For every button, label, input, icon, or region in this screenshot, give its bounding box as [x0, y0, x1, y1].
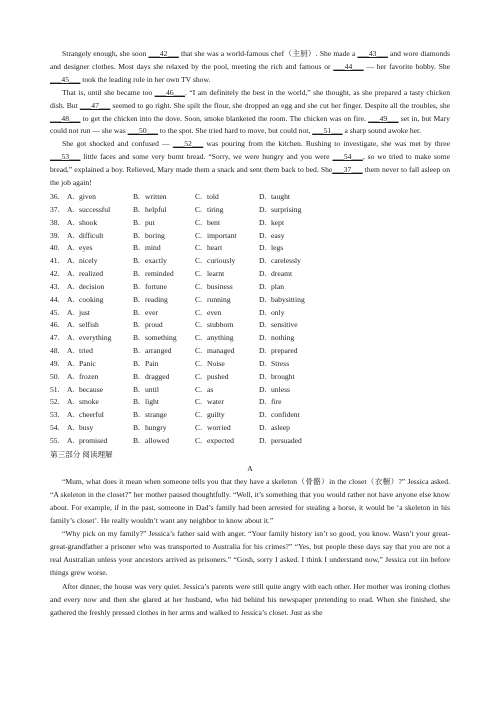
option-letter-c: C. — [195, 423, 202, 433]
cloze-blank: ___52___ — [172, 139, 204, 149]
option-letter-a: A. — [67, 281, 75, 291]
cloze-blank: ___37___ — [332, 165, 363, 175]
option-letter-a: A. — [67, 307, 75, 317]
option-letter-a: A. — [67, 410, 75, 420]
option-row — [50, 409, 450, 422]
cloze-text: That is, until she became too — [62, 87, 155, 97]
option-letter-d: D. — [259, 320, 267, 330]
passage-paragraph: After dinner, the house was very quiet. Jessica’s parents were still quite angry with each other. Her mother was ironing clothes and every now and then she glared at her husband, who hid behind his newspaper pretending to read. When she finished, she gathered the freshly pressed clothes in her arms and walked to Jessica’s closet. Just as she — [50, 582, 450, 617]
question-number: 42. — [50, 269, 60, 279]
question-number: 55. — [50, 436, 60, 445]
option-letter-b: B. — [133, 230, 140, 240]
option-b: Pain — [145, 358, 159, 368]
option-letter-c: C. — [195, 307, 202, 317]
option-letter-a: A. — [67, 230, 75, 240]
option-b: dragged — [145, 371, 170, 381]
question-number: 52. — [50, 397, 60, 407]
option-letter-a: A. — [67, 217, 75, 227]
option-c: running — [207, 294, 231, 304]
option-a: shook — [79, 217, 98, 227]
option-row — [50, 294, 450, 307]
cloze-blank: ___51___ — [312, 126, 343, 136]
cloze-text: to get the chicken into the dove. Soon, smoke blanketed the room. The chicken was on fire. — [80, 113, 369, 123]
cloze-text: . “I am definitely the best in the world,” she thought, as she prepared a tasty chicken dish. But — [50, 87, 450, 110]
option-row — [50, 319, 450, 332]
option-a: nicely — [79, 256, 98, 266]
option-row — [50, 268, 450, 281]
option-letter-c: C. — [195, 230, 202, 240]
option-letter-a: A. — [67, 371, 75, 381]
option-letter-d: D. — [259, 384, 267, 394]
cloze-text: to the spot. She tried hard to move, but could not, — [158, 126, 313, 136]
option-b: something — [145, 333, 177, 343]
question-number: 48. — [50, 346, 60, 356]
cloze-paragraph — [50, 48, 450, 87]
option-letter-d: D. — [259, 397, 267, 407]
cloze-text: them never to fall asleep on the job again! — [50, 165, 450, 188]
cloze-blank: ___47___ — [79, 100, 111, 110]
option-d: sensitive — [271, 320, 298, 330]
option-letter-d: D. — [259, 243, 267, 253]
option-b: put — [145, 217, 155, 227]
option-letter-c: C. — [195, 358, 202, 368]
option-letter-b: B. — [133, 269, 140, 279]
option-letter-c: C. — [195, 204, 202, 214]
question-number: 53. — [50, 410, 60, 420]
option-a: successful — [79, 204, 111, 214]
option-letter-a: A. — [67, 243, 75, 253]
cloze-paragraph — [50, 138, 450, 190]
option-c: heart — [207, 243, 223, 253]
option-letter-b: B. — [133, 371, 140, 381]
option-row — [50, 255, 450, 268]
option-letter-b: B. — [133, 333, 140, 343]
question-number: 49. — [50, 358, 60, 368]
option-row — [50, 422, 450, 435]
option-letter-a: A. — [67, 191, 75, 201]
option-b: light — [145, 397, 159, 407]
option-d: plan — [271, 281, 285, 291]
option-letter-b: B. — [133, 436, 140, 445]
option-b: boring — [145, 230, 165, 240]
option-a: frozen — [79, 371, 99, 381]
question-number: 54. — [50, 423, 60, 433]
option-b: allowed — [145, 436, 170, 445]
option-letter-c: C. — [195, 269, 202, 279]
option-letter-b: B. — [133, 281, 140, 291]
cloze-blank: ___53___ — [50, 152, 81, 162]
option-letter-a: A. — [67, 436, 75, 445]
option-a: realized — [79, 269, 104, 279]
option-letter-c: C. — [195, 333, 202, 343]
option-letter-d: D. — [259, 269, 267, 279]
option-letter-a: A. — [67, 320, 75, 330]
option-letter-b: B. — [133, 256, 140, 266]
option-d: asleep — [271, 423, 290, 433]
option-letter-a: A. — [67, 204, 75, 214]
option-letter-d: D. — [259, 230, 267, 240]
option-letter-a: A. — [67, 397, 75, 407]
option-letter-b: B. — [133, 397, 140, 407]
option-c: important — [207, 230, 237, 240]
option-d: taught — [271, 191, 290, 201]
option-d: nothing — [271, 333, 295, 343]
question-number: 37. — [50, 204, 60, 214]
cloze-blank: ___48___ — [50, 113, 81, 123]
option-a: cheerful — [79, 410, 104, 420]
option-letter-a: A. — [67, 256, 75, 266]
option-letter-a: A. — [67, 384, 75, 394]
option-letter-b: B. — [133, 294, 140, 304]
option-a: selfish — [79, 320, 99, 330]
option-letter-d: D. — [259, 333, 267, 343]
option-letter-c: C. — [195, 217, 202, 227]
option-letter-b: B. — [133, 358, 140, 368]
cloze-text: and wore diamonds and designer clothes. Most days she relaxed by the pool, meeting the rich and famous or — [50, 49, 450, 71]
option-c: water — [207, 397, 224, 407]
option-row — [50, 204, 450, 217]
option-row — [50, 396, 450, 409]
option-c: told — [207, 191, 219, 201]
question-number: 41. — [50, 256, 60, 266]
option-c: as — [207, 384, 214, 394]
question-number: 44. — [50, 294, 60, 304]
option-row — [50, 371, 450, 384]
option-a: difficult — [79, 230, 104, 240]
option-letter-d: D. — [259, 346, 267, 356]
option-letter-d: D. — [259, 204, 267, 214]
option-letter-a: A. — [67, 346, 75, 356]
option-letter-b: B. — [133, 320, 140, 330]
option-a: given — [79, 191, 96, 201]
cloze-passage — [50, 48, 450, 190]
cloze-text: was pouring from the kitchen. Rushing to investigate, she was met by three — [203, 139, 450, 149]
option-d: fire — [271, 397, 282, 407]
question-number: 51. — [50, 384, 60, 394]
option-c: business — [207, 281, 233, 291]
question-number: 46. — [50, 320, 60, 330]
option-letter-c: C. — [195, 320, 202, 330]
option-letter-b: B. — [133, 346, 140, 356]
option-letter-c: C. — [195, 384, 202, 394]
cloze-text: a sharp sound awoke her. — [342, 126, 422, 136]
option-letter-b: B. — [133, 204, 140, 214]
option-d: Stress — [271, 358, 290, 368]
option-letter-a: A. — [67, 294, 75, 304]
option-row — [50, 345, 450, 358]
option-c: even — [207, 307, 222, 317]
cloze-text: — her favorite hobby. She — [363, 61, 450, 71]
question-number: 47. — [50, 333, 60, 343]
option-b: until — [145, 384, 159, 394]
option-row — [50, 230, 450, 243]
cloze-blank: ___45___ — [50, 74, 81, 84]
option-c: expected — [207, 436, 234, 445]
option-b: fortune — [145, 281, 167, 291]
option-row — [50, 332, 450, 345]
option-letter-d: D. — [259, 436, 267, 445]
option-letter-c: C. — [195, 436, 202, 445]
option-letter-d: D. — [259, 358, 267, 368]
option-b: mind — [145, 243, 161, 253]
option-a: busy — [79, 423, 94, 433]
option-c: Noise — [207, 358, 225, 368]
option-a: Panic — [79, 358, 96, 368]
option-d: kept — [271, 217, 285, 227]
cloze-text: took the leading role in her own TV show. — [80, 74, 211, 84]
cloze-blank: ___46___ — [154, 87, 186, 97]
cloze-blank: ___50___ — [127, 126, 158, 136]
option-letter-b: B. — [133, 307, 140, 317]
option-letter-b: B. — [133, 410, 140, 420]
cloze-text: that she was a world-famous chef（主厨）. She made a — [178, 49, 358, 58]
option-letter-c: C. — [195, 281, 202, 291]
reading-passage — [50, 476, 450, 620]
option-d: babysitting — [271, 294, 305, 304]
question-number: 36. — [50, 191, 60, 201]
option-c: learnt — [207, 269, 225, 279]
cloze-blank: ___44___ — [333, 61, 364, 71]
option-letter-d: D. — [259, 371, 267, 381]
option-c: tiring — [207, 204, 224, 214]
option-letter-a: A. — [67, 333, 75, 343]
option-d: brought — [271, 371, 295, 381]
option-c: stubborn — [207, 320, 234, 330]
question-number: 45. — [50, 307, 60, 317]
option-letter-d: D. — [259, 423, 267, 433]
option-letter-d: D. — [259, 217, 267, 227]
option-a: because — [79, 384, 104, 394]
option-letter-b: B. — [133, 217, 140, 227]
option-a: everything — [79, 333, 112, 343]
option-a: just — [79, 307, 90, 317]
question-number: 43. — [50, 281, 60, 291]
option-letter-d: D. — [259, 410, 267, 420]
option-c: pushed — [207, 371, 229, 381]
passage-label: A — [247, 463, 253, 473]
question-number: 50. — [50, 371, 60, 381]
passage-paragraph: “Why pick on my family?” Jessica’s father said with anger. “Your family history isn’t so good, you know. Wasn’t your great-great-grandfather a prisoner who was transported to Australia for his crimes?” “Yes, but people these days say that you are not a real Australian unless your ancestors arrived as prisoners.” “Gosh, sorry I asked. I think I understand now,” Jessica cut iin before things grew worse. — [50, 529, 450, 578]
option-row — [50, 242, 450, 255]
option-d: unless — [271, 384, 290, 394]
option-letter-a: A. — [67, 423, 75, 433]
option-letter-a: A. — [67, 269, 75, 279]
passage-paragraph: “Mum, what does it mean when someone tells you that they have a skeleton（骨骼）in the closet（衣橱）?” Jessica asked. “A skeleton in the closet?” her mother paused thoughtfully. “Well, it’s something that you would rather not have anyone else know about. For example, if in the past, someone in Dad’s family had been arrested for stealing a horse, it would be ‘a skeleton in his family’s closet’. He really wouldn’t want any neighbor to know about it.” — [50, 476, 450, 525]
cloze-text: set in, but Mary could not run — she was — [50, 113, 450, 136]
section-heading: 第三部分 阅读理解 — [50, 449, 113, 459]
option-b: proud — [145, 320, 163, 330]
option-letter-d: D. — [259, 307, 267, 317]
option-row — [50, 281, 450, 294]
option-c: worried — [207, 423, 231, 433]
option-letter-b: B. — [133, 384, 140, 394]
option-d: confident — [271, 410, 300, 420]
option-b: ever — [145, 307, 159, 317]
cloze-text: little faces and some very burnt bread. “Sorry, we were hungry and you were — [80, 152, 333, 162]
option-d: dreamt — [271, 269, 293, 279]
option-d: only — [271, 307, 285, 317]
option-c: anything — [207, 333, 234, 343]
cloze-paragraph — [50, 87, 450, 139]
option-a: cooking — [79, 294, 104, 304]
option-b: strange — [145, 410, 167, 420]
option-d: prepared — [271, 346, 298, 356]
option-row — [50, 307, 450, 320]
option-row — [50, 435, 450, 448]
option-a: promised — [79, 436, 108, 445]
option-b: exactly — [145, 256, 167, 266]
question-number: 38. — [50, 217, 60, 227]
option-c: curiously — [207, 256, 236, 266]
option-c: bent — [207, 217, 221, 227]
question-number: 40. — [50, 243, 60, 253]
option-d: easy — [271, 230, 285, 240]
option-b: hungry — [145, 423, 167, 433]
option-letter-d: D. — [259, 191, 267, 201]
option-d: legs — [271, 243, 284, 253]
option-letter-d: D. — [259, 294, 267, 304]
option-d: carelessly — [271, 256, 301, 266]
option-row — [50, 217, 450, 230]
option-row — [50, 191, 450, 204]
option-a: eyes — [79, 243, 93, 253]
option-c: managed — [207, 346, 235, 356]
cloze-blank: ___54___ — [332, 152, 363, 162]
option-letter-c: C. — [195, 256, 202, 266]
option-letter-c: C. — [195, 371, 202, 381]
exam-page — [50, 48, 450, 621]
option-letter-c: C. — [195, 410, 202, 420]
option-c: guilty — [207, 410, 225, 420]
cloze-blank: ___43___ — [357, 49, 388, 58]
option-letter-c: C. — [195, 191, 202, 201]
option-letter-d: D. — [259, 281, 267, 291]
option-d: persuaded — [271, 436, 302, 445]
option-b: reading — [145, 294, 168, 304]
option-row — [50, 384, 450, 397]
option-d: surprising — [271, 204, 302, 214]
option-letter-c: C. — [195, 346, 202, 356]
option-b: arranged — [145, 346, 172, 356]
cloze-text: seemed to go right. She spilt the flour, she dropped an egg and she cut her finger. Despite all the troubles, she — [110, 100, 450, 110]
cloze-text: , so we tried to make some bread,” explained a boy. Relieved, Mary made them a snack and sent them back to bed. She — [50, 152, 450, 175]
cloze-blank: ___49___ — [368, 113, 399, 123]
option-row — [50, 358, 450, 371]
option-b: helpful — [145, 204, 167, 214]
option-letter-b: B. — [133, 243, 140, 253]
cloze-blank: ___42___ — [148, 49, 179, 58]
option-a: smoke — [79, 397, 99, 407]
option-b: reminded — [145, 269, 174, 279]
option-letter-c: C. — [195, 397, 202, 407]
option-b: written — [145, 191, 167, 201]
option-letter-a: A. — [67, 358, 75, 368]
question-number: 39. — [50, 230, 60, 240]
cloze-text: Strangely enough, she soon — [62, 49, 149, 58]
option-a: tried — [79, 346, 93, 356]
options-table — [50, 191, 450, 448]
option-letter-c: C. — [195, 294, 202, 304]
cloze-text: She got shocked and confused — — [62, 139, 173, 149]
option-letter-d: D. — [259, 256, 267, 266]
option-letter-b: B. — [133, 423, 140, 433]
option-letter-b: B. — [133, 191, 140, 201]
option-letter-c: C. — [195, 243, 202, 253]
option-a: decision — [79, 281, 105, 291]
